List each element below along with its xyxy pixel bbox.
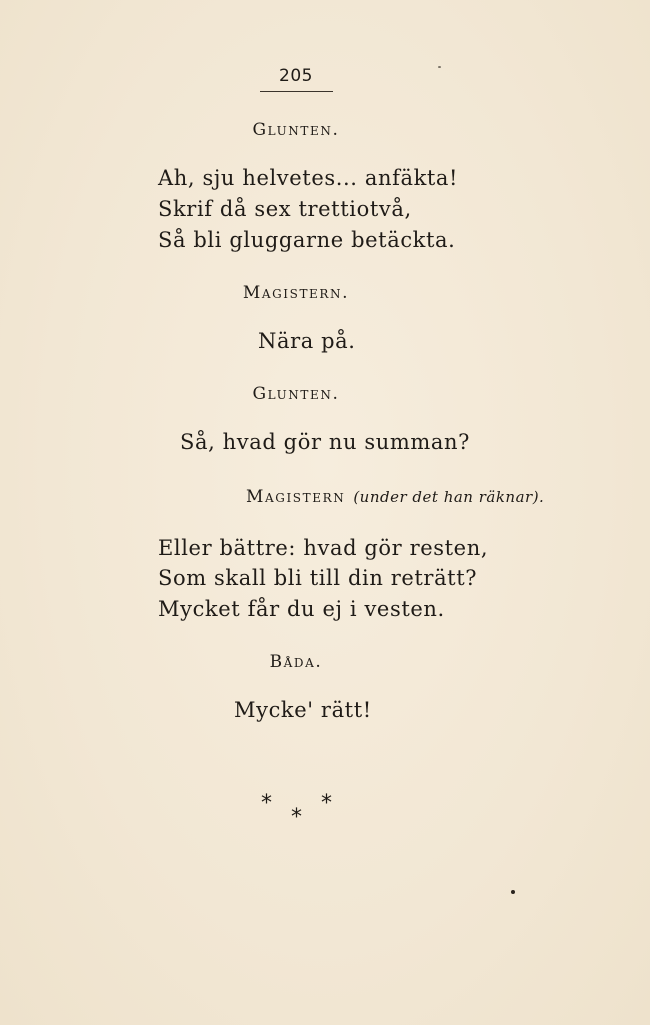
verse-line: Så bli gluggarne betäckta. xyxy=(158,228,456,252)
speaker-heading: Båda. xyxy=(269,652,323,672)
page-number-rule xyxy=(260,91,333,92)
stage-direction: (under det han räknar). xyxy=(353,488,545,506)
page-number: 205 xyxy=(279,66,313,86)
verse-line: Som skall bli till din reträtt? xyxy=(158,566,478,590)
verse-line: Mycke' rätt! xyxy=(234,698,372,722)
asterism-star: * xyxy=(321,791,332,816)
paper-speck xyxy=(511,890,515,894)
speaker-heading: Glunten. xyxy=(252,120,340,140)
speaker-heading-with-direction xyxy=(246,487,544,507)
speaker-heading: Magistern. xyxy=(242,283,350,303)
verse-line: Nära på. xyxy=(258,329,356,353)
speaker-name: Magistern xyxy=(246,487,346,507)
paper-speck xyxy=(438,66,441,68)
asterism-star: * xyxy=(291,805,302,830)
verse-line: Mycket får du ej i vesten. xyxy=(158,597,445,621)
asterism-star: * xyxy=(261,791,272,816)
verse-line: Så, hvad gör nu summan? xyxy=(180,430,471,454)
verse-line: Ah, sju helvetes... anfäkta! xyxy=(158,166,459,190)
verse-line: Eller bättre: hvad gör resten, xyxy=(158,536,489,560)
speaker-heading: Glunten. xyxy=(252,384,340,404)
verse-line: Skrif då sex trettiotvå, xyxy=(158,197,412,221)
